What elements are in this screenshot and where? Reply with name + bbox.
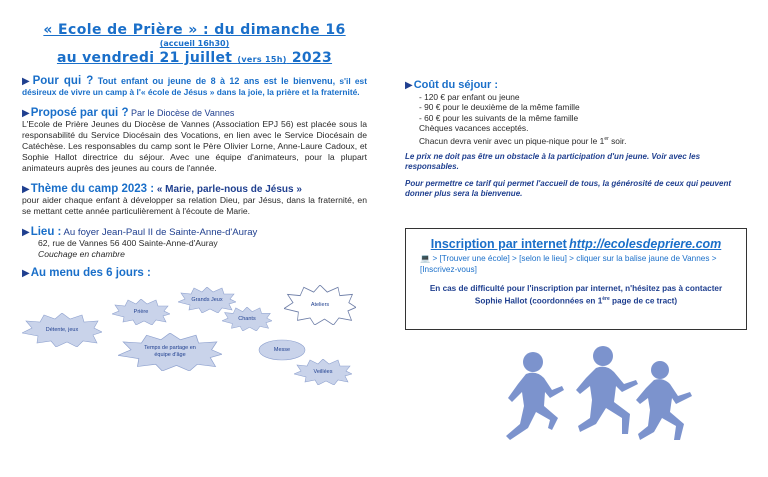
camp-dates: au vendredi 21 juillet (vers 15h) 2023 — [56, 50, 333, 66]
camp-title: « Ecole de Prière » : du dimanche 16 — [43, 22, 346, 38]
arrow-icon: ▶ — [22, 108, 30, 119]
section-title: Coût du séjour : — [413, 79, 499, 91]
arrow-icon: ▶ — [22, 268, 30, 279]
section-theme: ▶Thème du camp 2023 : « Marie, parle-nous de Jésus » pour aider chaque enfant à développer sa relation Dieu, par Jésus, dans la fraternité, en se mettant cette année particulièrement à l'écoute de Marie. — [22, 183, 367, 216]
arrow-icon: ▶ — [22, 184, 30, 195]
section-pour-qui: ▶Pour qui ? Tout enfant ou jeune de 8 à 12 ans est le bienvenu, s'il est désireux de vivre un camp à l'« école de Jésus » dans la joie, la prière et la fraternité. — [22, 75, 368, 97]
activity-burst: Grands Jeux — [178, 287, 236, 313]
accueil-time: (accueil 16h30) — [159, 39, 230, 48]
section-title: Lieu : — [30, 226, 62, 238]
activity-burst: Ateliers — [284, 285, 356, 325]
section-title: Proposé par qui ? — [30, 107, 129, 119]
arrow-icon: ▶ — [405, 80, 413, 91]
section-title: Au menu des 6 jours : — [30, 267, 151, 279]
section-cout: ▶Coût du séjour : - 120 € par enfant ou jeune - 90 € pour le deuxième de la même famille - 60 € pour les suivants de la même famille Chèques vacances acceptés. Chacun devra venir avec un pique-nique pour le 1er soir. Le prix ne doit pas être un obstacle à la participation d'un jeune. Voir avec les responsables. Pour permettre ce tarif qui permet l'accueil de tous, la générosité de ceux qui peuvent donner plus sera la bienvenue. — [405, 80, 750, 200]
section-propose: ▶Proposé par qui ? Par le Diocèse de Vannes L'Ecole de Prière Jeunes du Diocèse de Vannes (Association EPJ 56) est placée sous la responsabilité du Service Diocésain des Vocations, en lien avec le Service Diocésain de Catéchèse. Les responsables du camp sont le Père Olivier Lorne, Anne-Laure Cadoux, et Sophie Hallot directrice du séjour. Avec une équipe d'animateurs, pour la plupart animateurs auprès des jeunes au cours de l'année. — [22, 107, 367, 173]
activity-bursts — [22, 283, 367, 393]
activity-burst: Temps de partage en équipe d'âge — [118, 333, 222, 371]
activity-burst: Chants — [222, 307, 272, 331]
generosity-note: Pour permettre ce tarif qui permet l'accueil de tous, la générosité de ceux qui peuvent donner plus sera la bienvenue. — [405, 178, 731, 199]
left-column — [22, 22, 367, 393]
section-lieu: ▶Lieu : Au foyer Jean-Paul II de Sainte-Anne-d'Auray 62, rue de Vannes 56 400 Sainte-Anne-d'Auray Couchage en chambre — [22, 226, 258, 259]
activity-burst: Messe — [258, 339, 306, 361]
activity-burst: Veillées — [294, 359, 352, 385]
price-note: Le prix ne doit pas être un obstacle à la participation d'un jeune. Voir avec les responsables. — [405, 151, 701, 172]
inscription-title: Inscription par internet — [430, 237, 567, 251]
inscription-link[interactable]: http://ecolesdepriere.com — [569, 237, 722, 251]
activity-burst: Prière — [112, 299, 170, 325]
inscription-box: Inscription par internet http://ecolesdepriere.com 💻 > [Trouver une école] > [selon le lieu] > cliquer sur la balise jaune de Vannes > [Inscrivez-vous] En cas de difficulté pour l'inscription par internet, n'hésitez pas à contacter Sophie Hallot (coordonnées en 1ère page de ce tract) — [405, 228, 747, 330]
computer-icon: 💻 — [420, 254, 431, 263]
section-menu — [22, 268, 367, 279]
running-children-illustration — [500, 344, 700, 454]
right-column — [405, 80, 750, 200]
section-title: Pour qui ? — [32, 75, 94, 87]
activity-burst: Détente, jeux — [22, 313, 102, 347]
arrow-icon: ▶ — [22, 76, 32, 87]
arrow-icon: ▶ — [22, 227, 30, 238]
section-title: Thème du camp 2023 : — [30, 183, 155, 195]
